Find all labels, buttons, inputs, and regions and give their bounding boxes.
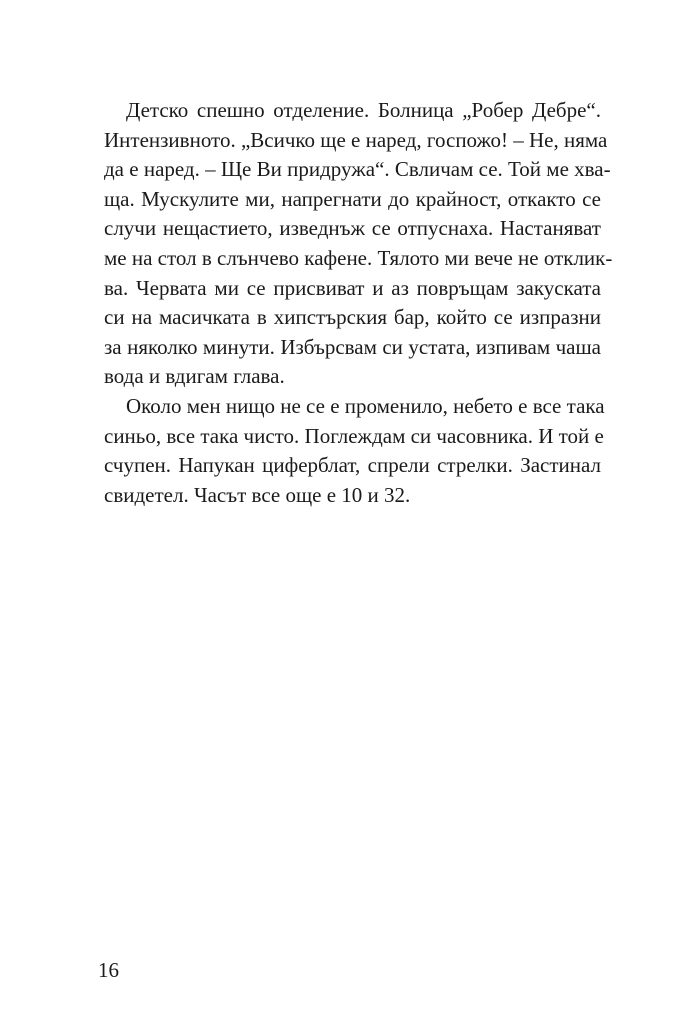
- text-line: Детско спешно отделение. Болница „Робер Дебре“.: [126, 98, 601, 122]
- text-line: Интензивното. „Всичко ще е наред, госпожо! – Не, няма: [104, 127, 608, 152]
- text-line: синьо, все така чисто. Поглеждам си часовника. И той е: [104, 423, 604, 448]
- text-line: да е наред. – Ще Ви придружа“. Свличам се. Той ме хва-: [104, 157, 611, 182]
- page-number: 16: [98, 958, 119, 982]
- paragraph-2: [104, 392, 605, 510]
- text-line: ва. Червата ми се присвиват и аз повръщам закуската: [104, 275, 601, 300]
- text-line: счупен. Напукан циферблат, спрели стрелки. Застинал: [104, 453, 601, 478]
- text-line: си на масичката в хипстърския бар, който се изпразни: [104, 305, 601, 330]
- text-line: ме на стол в слънчево кафене. Тялото ми вече не отклик-: [104, 245, 613, 270]
- text-line: Около мен нищо не се е променило, небето е все така: [126, 393, 605, 418]
- text-line: свидетел. Часът все още е 10 и 32.: [104, 482, 411, 507]
- text-line: вода и вдигам глава.: [104, 364, 285, 389]
- text-line: случи нещастието, изведнъж се отпуснаха. Настаняват: [104, 216, 601, 241]
- text-line: ща. Мускулите ми, напрегнати до крайност, откакто се: [104, 186, 601, 211]
- text-line: за няколко минути. Избърсвам си устата, изпивам чаша: [104, 334, 601, 359]
- paragraph-1: [104, 96, 613, 392]
- body-text: [104, 96, 613, 510]
